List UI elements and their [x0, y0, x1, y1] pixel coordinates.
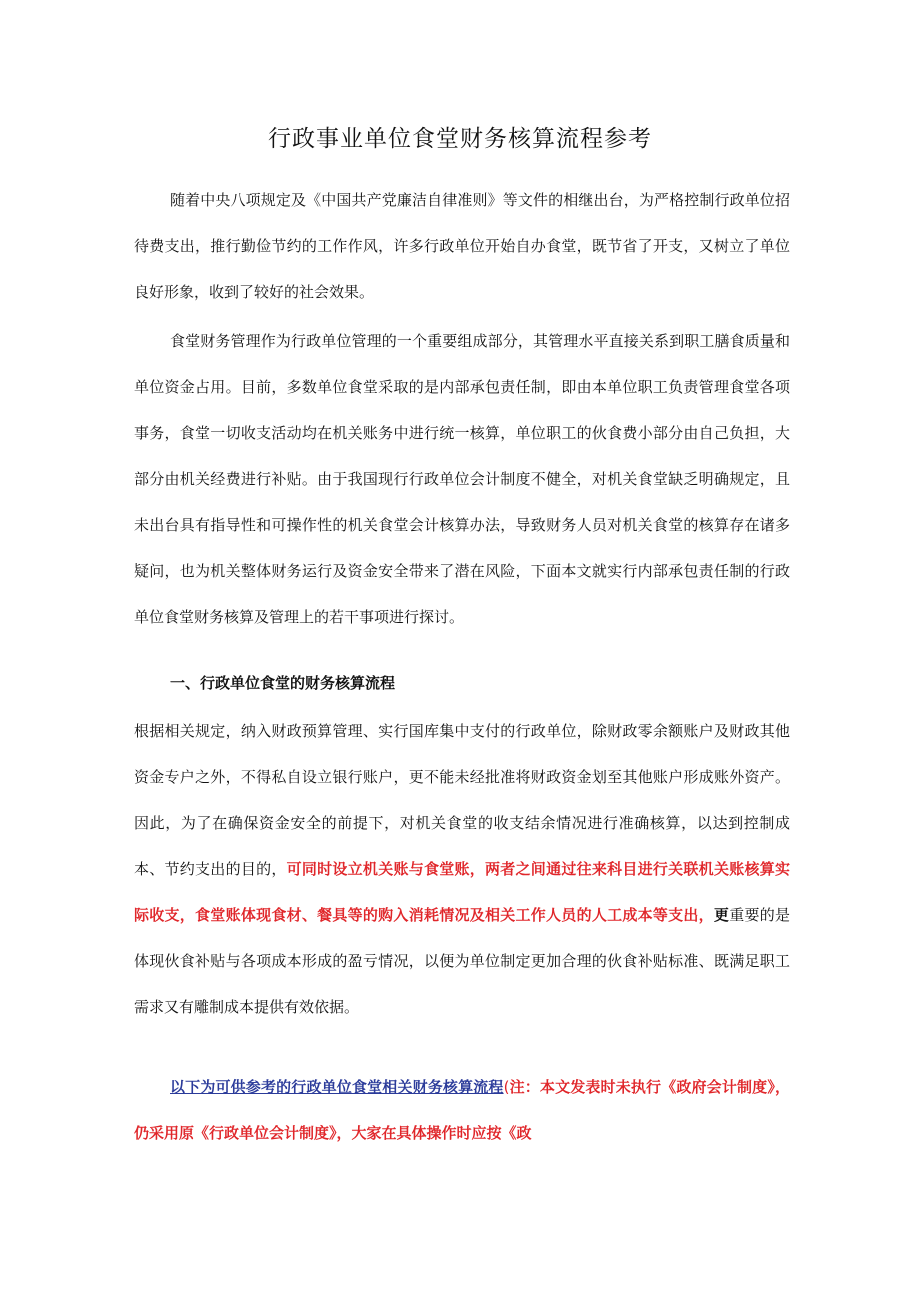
note-text: 注：本文发表时未执行《政府会计制度》，仍采用原《行政单位会计制度》，大家在具体操作时应按《政: [134, 1078, 790, 1142]
open-paren: (: [503, 1078, 510, 1096]
paragraph-background: 食堂财务管理作为行政单位管理的一个重要组成部分，其管理水平直接关系到职工膳食质量和单位资金占用。目前，多数单位食堂采取的是内部承包责任制，即由本单位职工负责管理食堂各项事务，食堂一切收支活动均在机关账务中进行统一核算，单位职工的伙食费小部分由自己负担，大部分由机关经费进行补贴。由于我国现行行政单位会计制度不健全，对机关食堂缺乏明确规定，且未出台具有指导性和可操作性的机关食堂会计核算办法，导致财务人员对机关食堂的核算存在诸多疑问，也为机关整体财务运行及资金安全带来了潜在风险，下面本文就实行内部承包责任制的行政单位食堂财务核算及管理上的若干事项进行探讨。: [134, 332, 790, 626]
document-title: 行政事业单位食堂财务核算流程参考: [268, 126, 652, 152]
section-heading-1: 一、行政单位食堂的财务核算流程: [170, 674, 396, 692]
paragraph-text-tail: 重要的是体现伙食补贴与各项成本形成的盈亏情况，以便为单位制定更加合理的伙食补贴标准、既满足职工需求又有雕制成本提供有效依据。: [134, 906, 790, 1016]
paragraph-reference-note: [134, 1064, 790, 1156]
highlighted-text: 可同时设立机关账与食堂账，两者之间通过往来科目进行关联机关账核算实际收支，食堂账体现食材、餐具等的购入消耗情况及相关工作人员的人工成本等支出，: [134, 860, 790, 924]
paragraph-accounting-rules: [134, 708, 790, 1030]
reference-link[interactable]: 以下为可供参考的行政单位食堂相关财务核算流程: [170, 1078, 504, 1096]
paragraph-intro: 随着中央八项规定及《中国共产党廉洁自律准则》等文件的相继出台，为严格控制行政单位招待费支出，推行勤俭节约的工作作风，许多行政单位开始自办食堂，既节省了开支，又树立了单位良好形象，收到了较好的社会效果。: [134, 191, 790, 301]
bold-text: 更: [713, 906, 730, 924]
paragraph-text: 根据相关规定，纳入财政预算管理、实行国库集中支付的行政单位，除财政零余额账户及财政其他资金专户之外，不得私自设立银行账户，更不能未经批准将财政资金划至其他账户形成账外资产。因此，为了在确保资金安全的前提下，对机关食堂的收支结余情况进行准确核算，以达到控制成本、节约支出的目的，: [134, 722, 790, 878]
